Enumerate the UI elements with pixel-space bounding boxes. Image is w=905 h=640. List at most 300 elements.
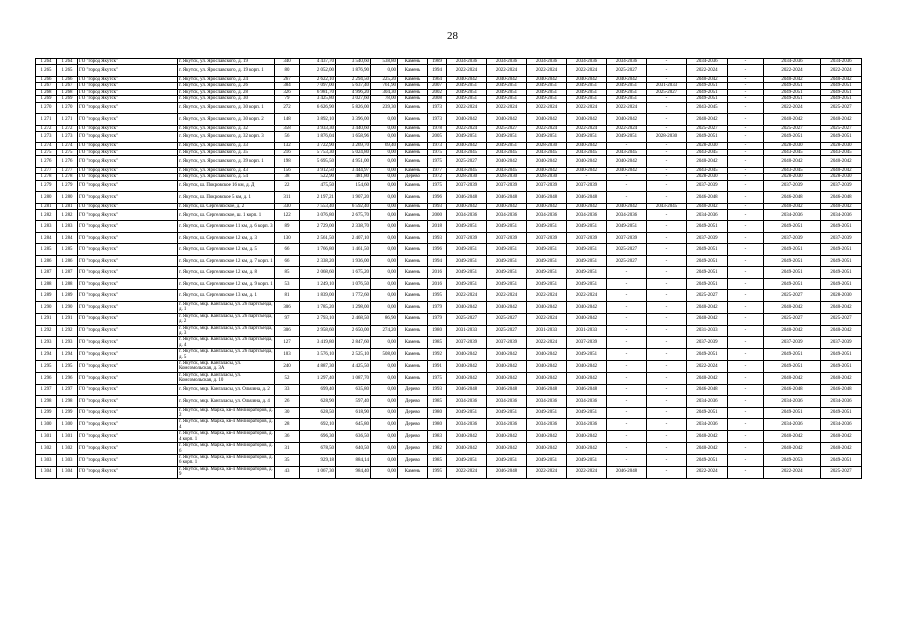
table-cell: -: [607, 180, 647, 192]
table-cell: 1 297,40: [300, 372, 336, 384]
table-cell: -: [728, 192, 764, 204]
table-cell: г. Якутск, ул. Ярославского, д. 32 корп. 3: [178, 131, 275, 143]
table-cell: -: [607, 290, 647, 302]
table-cell: 4 425,50: [336, 361, 371, 373]
table-cell: 1 298,00: [336, 301, 371, 313]
table-cell: 2049-2051: [567, 407, 607, 419]
table-cell: 2040-2042: [687, 114, 728, 126]
table-cell: 2 650,00: [336, 325, 371, 337]
table-cell: 645,80: [336, 419, 371, 431]
table-cell: 31: [275, 443, 300, 455]
table-cell: 1 285: [36, 244, 57, 256]
table-cell: ГО "город Якутск": [78, 290, 178, 302]
table-cell: 2040-2042: [821, 76, 862, 82]
table-cell: 2 729,00: [300, 221, 336, 233]
table-cell: -: [647, 267, 687, 279]
table-cell: 2040-2042: [487, 114, 527, 126]
table-cell: 2049-2051: [487, 407, 527, 419]
table-cell: 1 299: [57, 407, 78, 419]
table-cell: -: [607, 407, 647, 419]
table-cell: 699,40: [300, 384, 336, 396]
table-cell: 2031-2033: [567, 325, 607, 337]
table-cell: 2049-2051: [487, 143, 527, 149]
table-cell: -: [607, 278, 647, 290]
table-cell: -: [647, 114, 687, 126]
table-cell: 1 270: [36, 102, 57, 114]
table-cell: -: [728, 325, 764, 337]
table-cell: 2022-2024: [567, 65, 607, 77]
table-cell: 2034-2036: [567, 209, 607, 221]
table-cell: 2025-2027: [687, 125, 728, 131]
table-cell: 2049-2051: [567, 221, 607, 233]
table-cell: 0,00: [371, 114, 398, 126]
table-cell: 1 289: [57, 290, 78, 302]
table-cell: 2028-2030: [527, 143, 567, 149]
table-cell: -: [728, 384, 764, 396]
table-cell: 2022-2024: [527, 466, 567, 478]
table-cell: ГО "город Якутск": [78, 167, 178, 173]
table-cell: 38: [275, 174, 300, 180]
table-cell: 156: [275, 167, 300, 173]
table-cell: 1 785,20: [300, 301, 336, 313]
table-cell: г. Якутск, ул. Ярославского, д. 39 корп. 1: [178, 156, 275, 168]
table-cell: 2040-2042: [567, 143, 607, 149]
table-cell: 1975: [428, 372, 447, 384]
table-row: [36, 396, 862, 408]
table-cell: 1 275: [57, 149, 78, 155]
table-cell: Камень: [398, 278, 428, 290]
table-cell: 2028-2030: [821, 143, 862, 149]
table-cell: г. Якутск, ул. Ярославского, д. 32: [178, 125, 275, 131]
table-cell: 1 278: [57, 174, 78, 180]
table-cell: 2049-2051: [821, 89, 862, 95]
table-cell: 1977: [428, 167, 447, 173]
table-cell: 2040-2042: [447, 349, 487, 361]
table-cell: 2049-2051: [567, 83, 607, 89]
table-cell: -: [647, 431, 687, 443]
table-cell: 2 793,10: [300, 313, 336, 325]
table-cell: 340: [275, 59, 300, 65]
table-cell: 2040-2042: [527, 114, 567, 126]
table-cell: ГО "город Якутск": [78, 267, 178, 279]
table-cell: ГО "город Якутск": [78, 180, 178, 192]
table-cell: 132: [275, 143, 300, 149]
table-cell: Камень: [398, 167, 428, 173]
table-cell: г. Якутск, ш. Сергеляхское, ш. 1 корп. 1: [178, 209, 275, 221]
table-cell: Камень: [398, 255, 428, 267]
table-cell: 761,90: [371, 83, 398, 89]
table-cell: 0,00: [371, 125, 398, 131]
table-cell: 2040-2042: [487, 361, 527, 373]
table-cell: 2022-2024: [527, 125, 567, 131]
table-cell: 2040-2042: [764, 325, 821, 337]
table-cell: 198: [275, 156, 300, 168]
table-cell: 1975: [428, 156, 447, 168]
table-cell: г. Якутск, ул. Ярославского, д. 35: [178, 149, 275, 155]
table-cell: 1985: [428, 337, 447, 349]
table-cell: 2 294,50: [336, 76, 371, 82]
table-cell: ГО "город Якутск": [78, 384, 178, 396]
table-cell: 2049-2051: [527, 278, 567, 290]
table-cell: 2022-2024: [567, 466, 607, 478]
table-cell: 2049-2051: [527, 454, 567, 466]
table-cell: 2034-2036: [764, 396, 821, 408]
table-cell: 2034-2036: [487, 59, 527, 65]
table-cell: 2040-2042: [764, 114, 821, 126]
table-cell: 2043-2045: [567, 149, 607, 155]
table-cell: 2049-2051: [764, 96, 821, 102]
table-cell: 6 981,70: [300, 89, 336, 95]
table-cell: 2022-2024: [607, 102, 647, 114]
table-cell: 2040-2042: [527, 361, 567, 373]
table-cell: -: [647, 419, 687, 431]
table-cell: 508,00: [371, 349, 398, 361]
table-cell: 35: [275, 454, 300, 466]
table-cell: 640,50: [336, 443, 371, 455]
table-cell: 0,00: [371, 180, 398, 192]
table-cell: 1 276: [57, 156, 78, 168]
table-cell: 2025-2027: [487, 125, 527, 131]
table-cell: 1 876,90: [336, 65, 371, 77]
table-cell: 2049-2051: [764, 221, 821, 233]
table-cell: 1983: [428, 431, 447, 443]
table-cell: 3 027,60: [336, 96, 371, 102]
table-cell: 1 293: [57, 337, 78, 349]
table-cell: 1978: [428, 125, 447, 131]
table-cell: 2028-2030: [527, 174, 567, 180]
table-cell: 2022-2024: [821, 65, 862, 77]
table-cell: 2040-2042: [567, 361, 607, 373]
table-cell: 2049-2051: [764, 361, 821, 373]
table-cell: -: [607, 267, 647, 279]
table-cell: -: [647, 325, 687, 337]
table-cell: 1 269: [57, 96, 78, 102]
table-cell: 2040-2042: [447, 76, 487, 82]
table-cell: 2049-2051: [527, 221, 567, 233]
table-cell: -: [647, 156, 687, 168]
table-cell: 2040-2042: [447, 143, 487, 149]
table-cell: г. Якутск, мкр. Марха, кв-л Мелиораторов, д. 6 корп. 1: [179, 454, 273, 466]
table-cell: ГО "город Якутск": [78, 407, 178, 419]
table-cell: 2022-2024: [527, 337, 567, 349]
table-cell: 2046-2048: [821, 192, 862, 204]
table-cell: 1 675,20: [336, 267, 371, 279]
table-cell: 2049-2051: [821, 349, 862, 361]
table-cell: 0,00: [371, 203, 398, 209]
table-cell: ГО "город Якутск": [78, 131, 178, 143]
table-cell: 1 287: [36, 267, 57, 279]
table-cell: -: [647, 209, 687, 221]
table-cell: 2049-2051: [487, 221, 527, 233]
table-cell: 1 276: [36, 156, 57, 168]
table-cell: 1 297: [57, 384, 78, 396]
table-cell: 2022-2024: [487, 102, 527, 114]
table-cell: 1996: [428, 192, 447, 204]
table-cell: 330: [275, 203, 300, 209]
table-cell: -: [647, 167, 687, 173]
table-cell: Камень: [398, 232, 428, 244]
table-row: [36, 454, 862, 466]
table-cell: 1 292: [36, 325, 57, 337]
table-cell: 326: [275, 89, 300, 95]
table-cell: 2034-2036: [567, 396, 607, 408]
table-cell: 2049-2051: [487, 89, 527, 95]
table-cell: 0,00: [371, 221, 398, 233]
table-cell: г. Якутск, мкр. Кангаласы, ул. Комсомольская, д. 3А: [178, 361, 275, 373]
table-cell: 2034-2036: [687, 59, 728, 65]
table-cell: 1973: [428, 114, 447, 126]
table-cell: 2043-2045: [647, 203, 687, 209]
table-cell: 2037-2039: [567, 337, 607, 349]
table-cell: 2049-2051: [687, 349, 728, 361]
table-cell: 2018: [428, 221, 447, 233]
table-cell: 6 626,90: [300, 102, 336, 114]
table-row: [36, 301, 862, 313]
table-cell: 1 766,80: [300, 244, 336, 256]
table-cell: 2034-2036: [821, 419, 862, 431]
table-cell: 2040-2042: [687, 431, 728, 443]
table-cell: 1 302: [36, 443, 57, 455]
table-cell: 2049-2051: [447, 96, 487, 102]
table-cell: 2040-2042: [607, 203, 647, 209]
table-cell: 2 622,10: [300, 76, 336, 82]
table-cell: Дерево: [398, 396, 428, 408]
table-cell: 2043-2045: [447, 167, 487, 173]
table-row: [36, 313, 862, 325]
table-cell: 2040-2042: [607, 114, 647, 126]
table-cell: 2046-2048: [447, 384, 487, 396]
table-cell: 86,90: [371, 313, 398, 325]
table-cell: 1991: [428, 361, 447, 373]
table-cell: 1993: [428, 203, 447, 209]
table-cell: 2046-2048: [607, 466, 647, 478]
table-cell: 2034-2036: [447, 419, 487, 431]
table-cell: 0,00: [371, 466, 398, 478]
table-cell: 306: [275, 301, 300, 313]
table-cell: 2049-2051: [821, 131, 862, 143]
table-cell: 2037-2039: [687, 232, 728, 244]
table-cell: 1 272: [36, 125, 57, 131]
table-cell: -: [728, 361, 764, 373]
table-cell: 2049-2051: [607, 131, 647, 143]
table-cell: 2022-2024: [687, 466, 728, 478]
table-cell: 2046-2048: [527, 192, 567, 204]
table-cell: -: [647, 349, 687, 361]
table-cell: ГО "город Якутск": [78, 192, 178, 204]
table-cell: 2040-2042: [527, 431, 567, 443]
table-cell: 2049-2051: [447, 89, 487, 95]
table-row: [36, 325, 862, 337]
table-cell: ГО "город Якутск": [78, 76, 178, 82]
table-cell: 2049-2051: [447, 407, 487, 419]
table-cell: -: [647, 301, 687, 313]
table-cell: -: [647, 313, 687, 325]
table-cell: 2025-2027: [687, 290, 728, 302]
table-cell: 2040-2042: [487, 431, 527, 443]
table-cell: -: [607, 372, 647, 384]
table-cell: 1985: [428, 396, 447, 408]
table-cell: 0,00: [371, 232, 398, 244]
table-cell: 80: [275, 65, 300, 77]
table-cell: 2022-2024: [764, 102, 821, 114]
table-cell: 2043-2045: [487, 167, 527, 173]
table-cell: -: [647, 192, 687, 204]
table-cell: 2040-2042: [821, 203, 862, 209]
table-cell: -: [647, 180, 687, 192]
table-cell: -: [728, 337, 764, 349]
table-cell: 2037-2039: [821, 337, 862, 349]
table-cell: Камень: [398, 290, 428, 302]
table-cell: ГО "город Якутск": [78, 143, 178, 149]
table-row: [36, 102, 862, 114]
table-cell: 2040-2042: [447, 114, 487, 126]
table-cell: 2049-2051: [687, 83, 728, 89]
table-cell: 0,00: [371, 174, 398, 180]
table-cell: 0,00: [371, 209, 398, 221]
table-cell: Камень: [398, 102, 428, 114]
table-cell: 2040-2042: [764, 76, 821, 82]
table-cell: 2040-2042: [764, 156, 821, 168]
table-row: [36, 361, 862, 373]
table-cell: 1 282: [36, 209, 57, 221]
table-cell: -: [728, 221, 764, 233]
table-cell: 2049-2051: [764, 244, 821, 256]
table-cell: 2022-2024: [764, 65, 821, 77]
table-cell: 1 269: [36, 96, 57, 102]
table-row: [36, 180, 862, 192]
table-cell: 2025-2027: [447, 156, 487, 168]
table-cell: -: [728, 102, 764, 114]
table-cell: 2049-2051: [687, 407, 728, 419]
table-cell: 2049-2051: [567, 244, 607, 256]
table-cell: г. Якутск, мкр. Марха, кв-л Мелиораторов, д. 9: [179, 466, 273, 478]
table-cell: -: [567, 174, 607, 180]
table-cell: ГО "город Якутск": [78, 337, 178, 349]
table-cell: 2049-2051: [567, 278, 607, 290]
table-cell: 2040-2042: [567, 443, 607, 455]
table-cell: 0,00: [371, 244, 398, 256]
table-cell: 2 338,70: [336, 221, 371, 233]
table-cell: 2049-2051: [821, 267, 862, 279]
table-cell: 2025-2027: [821, 313, 862, 325]
table-cell: 5 637,40: [336, 83, 371, 89]
table-cell: 2034-2036: [527, 209, 567, 221]
table-cell: -: [647, 407, 687, 419]
table-cell: -: [728, 174, 764, 180]
table-cell: 2034-2036: [527, 419, 567, 431]
table-cell: -: [647, 361, 687, 373]
table-cell: 2025-2027: [764, 125, 821, 131]
table-cell: 2049-2051: [607, 96, 647, 102]
table-cell: 1 249,10: [300, 278, 336, 290]
table-cell: 2034-2036: [764, 59, 821, 65]
table-cell: 5 753,30: [300, 149, 336, 155]
table-cell: 2049-2051: [687, 244, 728, 256]
table-cell: 2034-2036: [607, 59, 647, 65]
table-cell: -: [647, 65, 687, 77]
table-cell: г. Якутск, мкр. Марха, кв-л Мелиораторов, д. 4 корп. 1: [179, 431, 273, 442]
table-cell: 267: [275, 76, 300, 82]
table-cell: 306: [275, 325, 300, 337]
table-cell: 2049-2051: [527, 89, 567, 95]
table-cell: -: [607, 454, 647, 466]
table-cell: ГО "город Якутск": [78, 443, 178, 455]
table-cell: 2046-2048: [447, 192, 487, 204]
table-cell: 1 297: [36, 384, 57, 396]
table-cell: Камень: [398, 221, 428, 233]
table-cell: 1985: [428, 454, 447, 466]
table-cell: -: [728, 131, 764, 143]
table-cell: 1975: [428, 180, 447, 192]
table-cell: Камень: [398, 76, 428, 82]
table-cell: 2049-2051: [821, 221, 862, 233]
table-cell: 2040-2042: [527, 301, 567, 313]
table-cell: 1 304: [57, 466, 78, 478]
table-cell: 2040-2042: [487, 349, 527, 361]
table-cell: 1 461,50: [336, 244, 371, 256]
table-cell: 311: [275, 192, 300, 204]
table-cell: 2049-2051: [821, 361, 862, 373]
table-cell: 1 273: [36, 131, 57, 143]
table-cell: Камень: [398, 337, 428, 349]
table-cell: 1 936,00: [336, 255, 371, 267]
table-cell: 36: [275, 431, 300, 443]
table-cell: -: [607, 301, 647, 313]
table-cell: 1982: [428, 443, 447, 455]
table-cell: 0,00: [371, 156, 398, 168]
table-cell: 2025-2027: [487, 313, 527, 325]
table-cell: -: [728, 419, 764, 431]
table-cell: 2037-2039: [764, 337, 821, 349]
table-cell: 538,80: [371, 59, 398, 65]
table-cell: ГО "город Якутск": [78, 278, 178, 290]
table-cell: 2049-2053: [764, 454, 821, 466]
table-cell: -: [728, 396, 764, 408]
table-cell: 884,14: [336, 454, 371, 466]
table-row: [36, 431, 862, 443]
table-cell: 1 296: [57, 372, 78, 384]
table-cell: 2034-2036: [527, 59, 567, 65]
table-cell: 2037-2039: [527, 232, 567, 244]
table-cell: 1 907,20: [336, 192, 371, 204]
table-cell: Камень: [398, 325, 428, 337]
table-cell: -: [647, 125, 687, 131]
table-cell: 3 722,90: [300, 143, 336, 149]
table-cell: 2037-2039: [487, 180, 527, 192]
table-cell: 2040-2042: [821, 156, 862, 168]
table-cell: г. Якутск, ул. Ярославского, д. 54: [178, 174, 275, 180]
table-cell: 1 282: [57, 209, 78, 221]
table-cell: 2040-2042: [687, 156, 728, 168]
table-cell: -: [607, 431, 647, 443]
table-cell: 2049-2051: [527, 267, 567, 279]
table-cell: 2040-2042: [447, 372, 487, 384]
table-cell: -: [607, 443, 647, 455]
table-cell: 2028-2030: [687, 143, 728, 149]
table-cell: 3 425,80: [300, 96, 336, 102]
table-cell: 1 292: [57, 325, 78, 337]
table-cell: 1 279: [36, 180, 57, 192]
table-cell: 2022-2024: [527, 313, 567, 325]
table-cell: 2034-2036: [567, 59, 607, 65]
table-cell: 2049-2051: [447, 255, 487, 267]
table-cell: 2037-2039: [607, 232, 647, 244]
table-cell: 2040-2042: [487, 203, 527, 209]
table-cell: 1996: [428, 244, 447, 256]
table-cell: 2049-2051: [607, 221, 647, 233]
table-cell: -: [647, 232, 687, 244]
table-cell: 81: [275, 290, 300, 302]
